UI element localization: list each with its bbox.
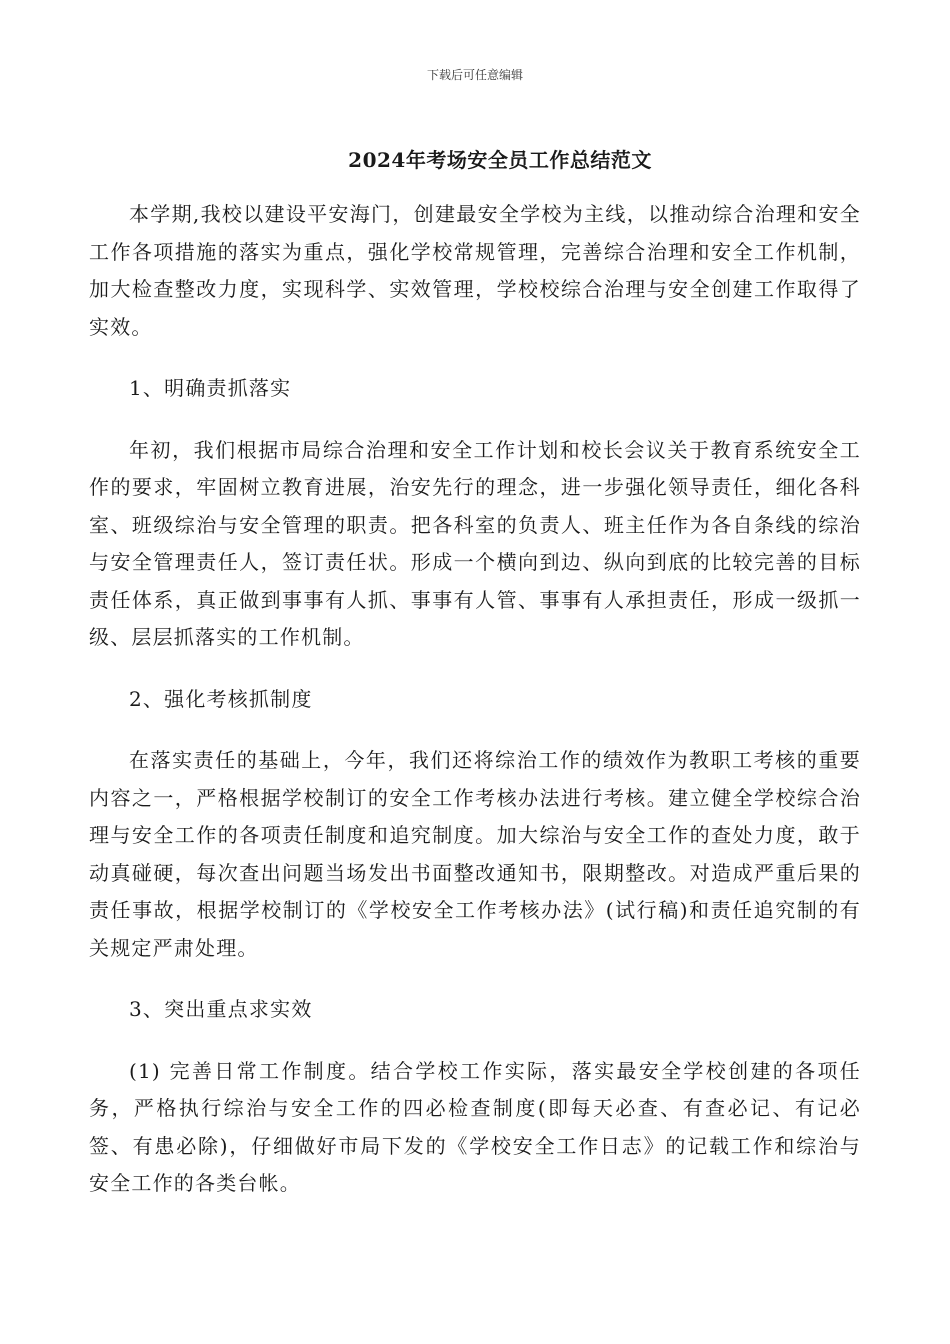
header-note: 下载后可任意编辑	[426, 68, 523, 82]
section-2-paragraph: 在落实责任的基础上，今年，我们还将综治工作的绩效作为教职工考核的重要内容之一，严格根据学校制订的安全工作考核办法进行考核。建立健全学校综合治理与安全工作的各项责任制度和追究制度。加大综治与安全工作的查处力度，敢于动真碰硬，每次查出问题当场发出书面整改通知书，限期整改。对造成严重后果的责任事故，根据学校制订的《学校安全工作考核办法》(试行稿)和责任追究制的有关规定严肃处理。	[89, 748, 861, 960]
document-title: 2024年考场安全员工作总结范文	[348, 148, 652, 172]
section-1-paragraph: 年初，我们根据市局综合治理和安全工作计划和校长会议关于教育系统安全工作的要求，牢固树立教育进展，治安先行的理念，进一步强化领导责任，细化各科室、班级综治与安全管理的职责。把各科室的负责人、班主任作为各自条线的综治与安全管理责任人，签订责任状。形成一个横向到边、纵向到底的比较完善的目标责任体系，真正做到事事有人抓、事事有人管、事事有人承担责任，形成一级抓一级、层层抓落实的工作机制。	[89, 437, 861, 649]
section-3-paragraph: (1) 完善日常工作制度。结合学校工作实际，落实最安全学校创建的各项任务，严格执行综治与安全工作的四必检查制度(即每天必查、有查必记、有记必签、有患必除)，仔细做好市局下发的《学校安全工作日志》的记载工作和综治与安全工作的各类台帐。	[89, 1058, 861, 1195]
section-heading-1: 1、明确责抓落实	[129, 376, 292, 400]
document-body	[89, 196, 861, 1227]
intro-paragraph: 本学期,我校以建设平安海门，创建最安全学校为主线，以推动综合治理和安全工作各项措施的落实为重点，强化学校常规管理，完善综合治理和安全工作机制，加大检查整改力度，实现科学、实效管理，学校校综合治理与安全创建工作取得了实效。	[89, 202, 861, 339]
section-heading-2: 2、强化考核抓制度	[129, 686, 313, 711]
section-heading-3: 3、突出重点求实效	[129, 997, 313, 1021]
